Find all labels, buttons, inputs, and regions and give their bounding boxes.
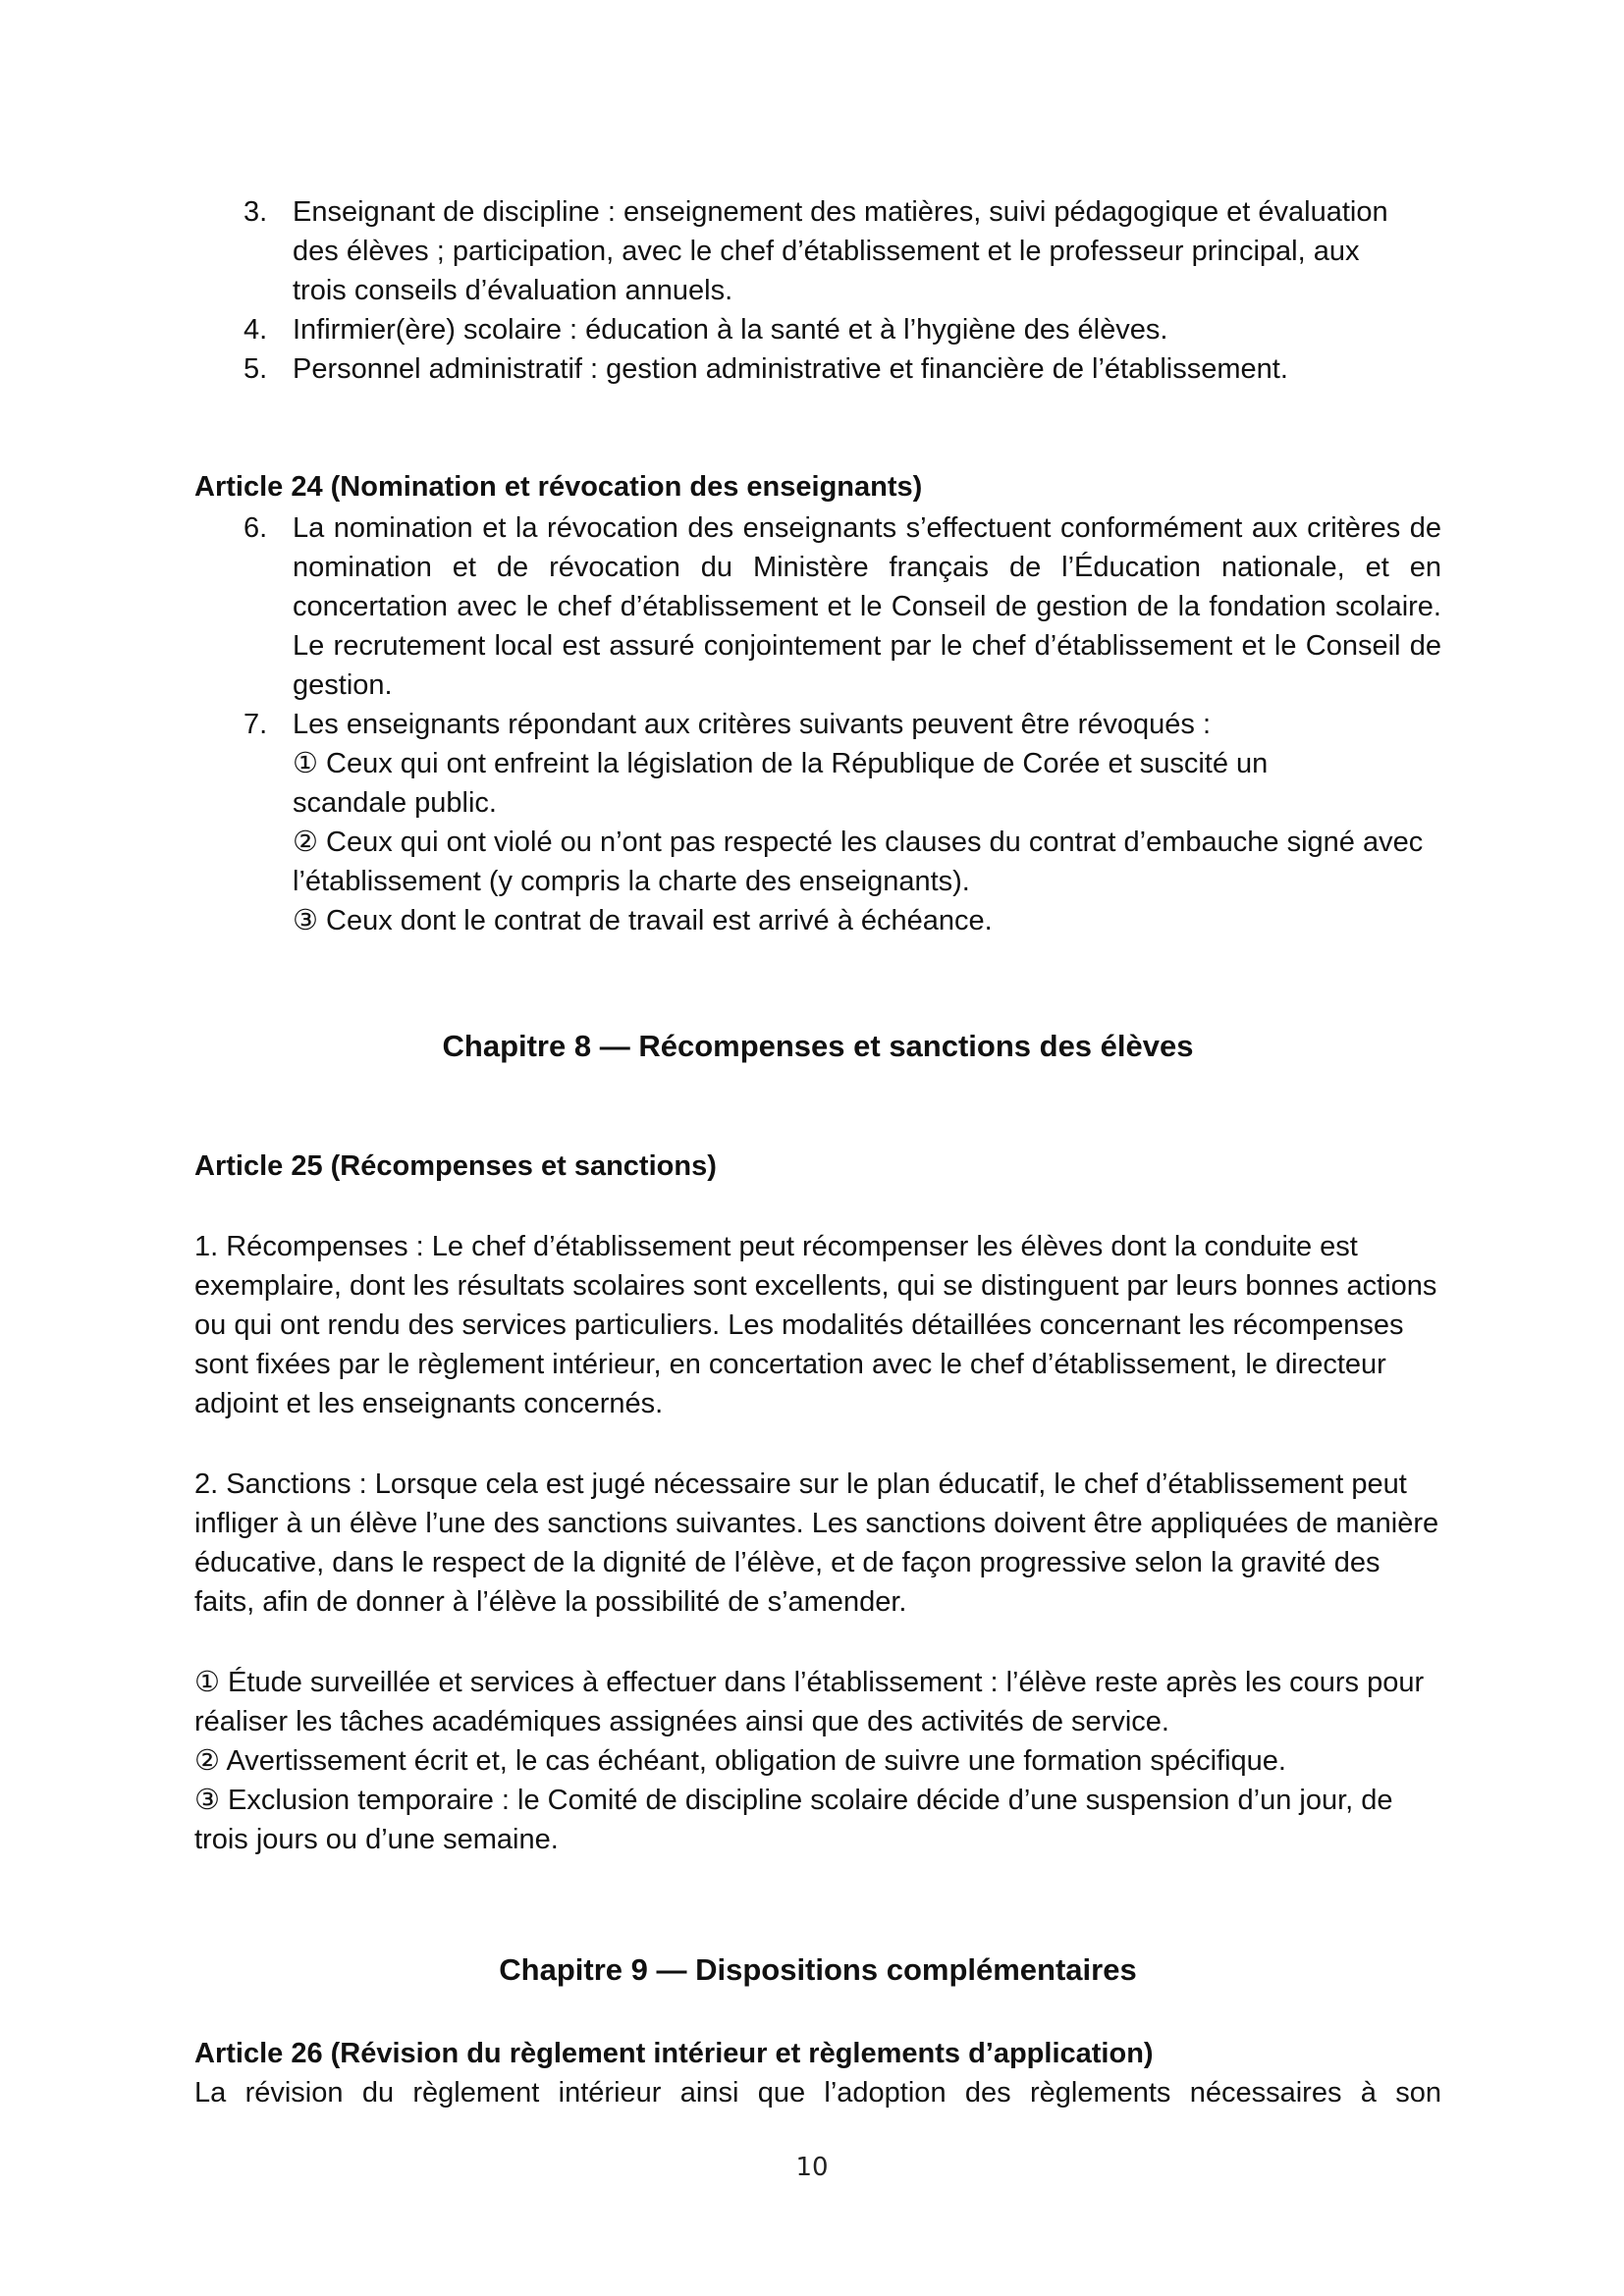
rewards-paragraph: 1. Récompenses : Le chef d’établissement peut récompenser les élèves dont la conduite est exemplaire, dont les résultats scolaires sont excellents, qui se distinguent par leurs bonnes actions ou qui ont rendu des services particuliers. Les modalités détaillées concernant les récompenses sont fixées par le règlement intérieur, en concertation avec le chef d’établissement, le directeur adjoint et les enseignants concernés.: [194, 1231, 1437, 1419]
chapter-9-title: Chapitre 9 — Dispositions complémentaires: [499, 1952, 1137, 1987]
sanction-item-3: ③ Exclusion temporaire : le Comité de discipline scolaire décide d’une suspension d’un jour, de trois jours ou d’une semaine.: [194, 1785, 1393, 1855]
list-item: [194, 349, 1402, 389]
list-item: [194, 508, 1441, 705]
chapter-8-title: Chapitre 8 — Récompenses et sanctions des élèves: [442, 1029, 1194, 1063]
list-item-text: Infirmier(ère) scolaire : éducation à la santé et à l’hygiène des élèves.: [293, 314, 1168, 346]
list-item: [194, 192, 1402, 310]
article-25-heading: Article 25 (Récompenses et sanctions): [194, 1150, 717, 1182]
list-item-text: Personnel administratif : gestion administrative et financière de l’établissement.: [293, 353, 1288, 385]
list-item: [194, 705, 1441, 940]
list-item-text: Enseignant de discipline : enseignement des matières, suivi pédagogique et évaluation des élèves ; participation, avec le chef d’établissement et le professeur principal, aux trois conseils d’évaluation annuels.: [293, 196, 1388, 306]
page-number: 10: [795, 2153, 829, 2182]
list-number: 7.: [244, 709, 268, 740]
list-number: 3.: [244, 196, 268, 228]
article-24-list: [194, 508, 1441, 940]
article-26-heading: Article 26 (Révision du règlement intérieur et règlements d’application): [194, 2038, 1154, 2069]
list-number: 4.: [244, 314, 268, 346]
sub-criterion-3: ③ Ceux dont le contrat de travail est arrivé à échéance.: [293, 905, 993, 936]
list-number: 5.: [244, 353, 268, 385]
article-24-heading: Article 24 (Nomination et révocation des enseignants): [194, 471, 923, 503]
role-list: [194, 192, 1402, 389]
sub-criterion-2: ② Ceux qui ont violé ou n’ont pas respecté les clauses du contrat d’embauche signé avec l’établissement (y compris la charte des enseignants).: [293, 827, 1424, 897]
list-number: 6.: [244, 512, 268, 544]
list-item-intro: Les enseignants répondant aux critères suivants peuvent être révoqués :: [293, 709, 1212, 740]
sanction-item-1: ① Étude surveillée et services à effectuer dans l’établissement : l’élève reste après les cours pour réaliser les tâches académiques assignées ainsi que des activités de service.: [194, 1667, 1425, 1737]
sanctions-list: [194, 1663, 1441, 1859]
sanctions-paragraph: 2. Sanctions : Lorsque cela est jugé nécessaire sur le plan éducatif, le chef d’établissement peut infliger à un élève l’une des sanctions suivantes. Les sanctions doivent être appliquées de manière éducative, dans le respect de la dignité de l’élève, et de façon progressive selon la gravité des faits, afin de donner à l’élève la possibilité de s’amender.: [194, 1468, 1439, 1618]
sub-criterion-1: ① Ceux qui ont enfreint la législation de la République de Corée et suscité un scandale public.: [293, 748, 1269, 819]
sanction-item-2: ② Avertissement écrit et, le cas échéant, obligation de suivre une formation spécifique.: [194, 1745, 1286, 1777]
article-26-text: La révision du règlement intérieur ainsi que l’adoption des règlements nécessaires à son: [194, 2077, 1441, 2109]
list-item: [194, 310, 1402, 349]
list-item-text: [293, 705, 1441, 940]
list-item-text: La nomination et la révocation des enseignants s’effectuent conformément aux critères de nomination et de révocation du Ministère français de l’Éducation nationale, et en concertation avec le chef d’établissement et le Conseil de gestion de la fondation scolaire. Le recrutement local est assuré conjointement par le chef d’établissement et le Conseil de gestion.: [293, 512, 1441, 701]
